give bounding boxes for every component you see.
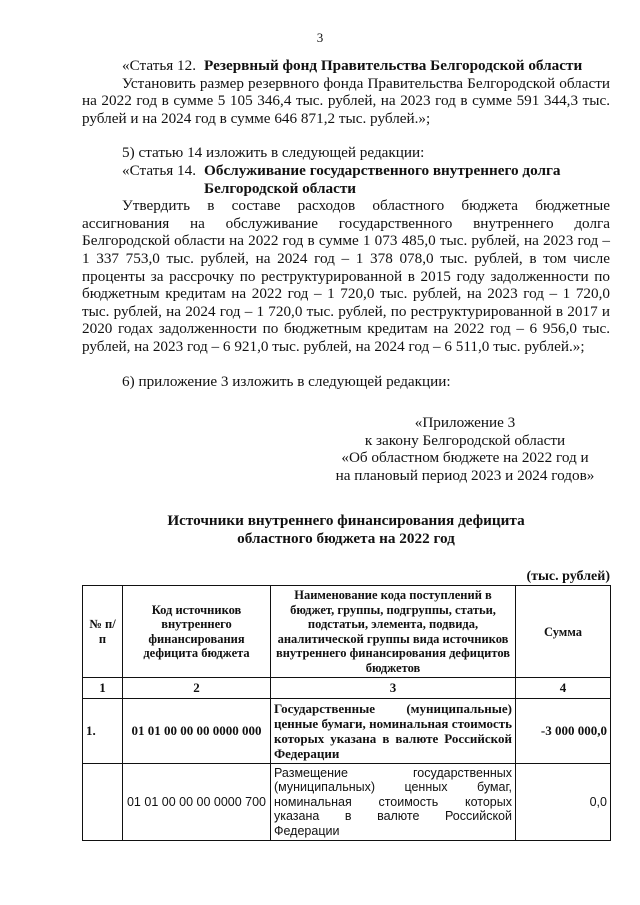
row-sum: -3 000 000,0 — [516, 698, 611, 763]
document-body — [82, 57, 610, 841]
index-cell: 1 — [83, 678, 123, 699]
table-index-row — [83, 678, 611, 699]
page-number: 3 — [316, 30, 324, 45]
index-cell: 2 — [123, 678, 271, 699]
row-sum: 0,0 — [516, 763, 611, 841]
table-row — [83, 763, 611, 841]
index-cell: 3 — [271, 678, 516, 699]
article-12-text: Установить размер резервного фонда Правительства Белгородской области на 2022 год в сумме 5 105 346,4 тыс. рублей, на 2023 год в сумме 591 344,3 тыс. рублей и на 2024 год в сумме 646 871,2 тыс. рублей.»; — [82, 74, 610, 127]
header-sum: Сумма — [516, 586, 611, 678]
table-title-line: Источники внутреннего финансирования дефицита — [167, 512, 525, 530]
item-5: 5) статью 14 изложить в следующей редакции: — [122, 144, 425, 162]
header-name: Наименование кода поступлений в бюджет, группы, подгруппы, статьи, подстатьи, элемента, подвида, аналитической группы вида источников внутреннего финансирования дефицитов бюджетов — [271, 586, 516, 678]
row-name: Размещение государственных (муниципальных) ценных бумаг, номинальная стоимость которых указана в валюте Российской Федерации — [271, 763, 516, 841]
units-label: (тыс. рублей) — [526, 568, 610, 584]
appendix-line: на плановый период 2023 и 2024 годов» — [335, 466, 595, 484]
financing-sources-table — [82, 585, 611, 841]
appendix-heading — [320, 414, 610, 484]
index-cell: 4 — [516, 678, 611, 699]
article-12-title: Резервный фонд Правительства Белгородской области — [204, 57, 583, 74]
appendix-line: к закону Белгородской области — [364, 431, 566, 449]
row-code: 01 01 00 00 00 0000 000 — [123, 698, 271, 763]
row-num: 1. — [83, 698, 123, 763]
header-num: № п/п — [83, 586, 123, 678]
item-6: 6) приложение 3 изложить в следующей редакции: — [122, 372, 451, 390]
table-title-line: областного бюджета на 2022 год — [237, 530, 455, 548]
article-14-label: «Статья 14. — [122, 161, 197, 179]
appendix-line: «Об областном бюджете на 2022 год и — [341, 449, 589, 467]
row-num — [83, 763, 123, 841]
table-header-row — [83, 586, 611, 678]
article-14-heading — [82, 162, 610, 197]
article-12-heading — [82, 57, 610, 75]
article-14-text: Утвердить в составе расходов областного бюджета бюджетные ассигнования на обслуживание государственного внутреннего долга Белгородской области на 2022 год в сумме 1 073 485,0 тыс. рублей, на 2023 год – 1 337 753,0 тыс. рублей, на 2024 год – 1 378 078,0 тыс. рублей, в том числе проценты за рассрочку по реструктурированной в 2015 году задолженности по бюджетным кредитам на 2022 год – 1 720,0 тыс. рублей, на 2023 год – 1 720,0 тыс. рублей, на 2024 год – 1 720,0 тыс. рублей, по реструктурированной в 2017 и 2020 годах задолженности по бюджетным кредитам на 2022 год – 6 956,0 тыс. рублей, на 2023 год – 6 921,0 тыс. рублей, на 2024 год – 6 511,0 тыс. рублей.»; — [82, 197, 610, 355]
header-code: Код источников внутреннего финансирования дефицита бюджета — [123, 586, 271, 678]
row-code: 01 01 00 00 00 0000 700 — [123, 763, 271, 841]
appendix-line: «Приложение 3 — [414, 414, 516, 432]
article-12-label: «Статья 12. — [122, 57, 197, 74]
table-row — [83, 698, 611, 763]
row-name: Государственные (муниципальные) ценные бумаги, номинальная стоимость которых указана в валюте Российской Федерации — [271, 698, 516, 763]
article-14-title: Обслуживание государственного внутреннего долга Белгородской области — [204, 161, 561, 197]
